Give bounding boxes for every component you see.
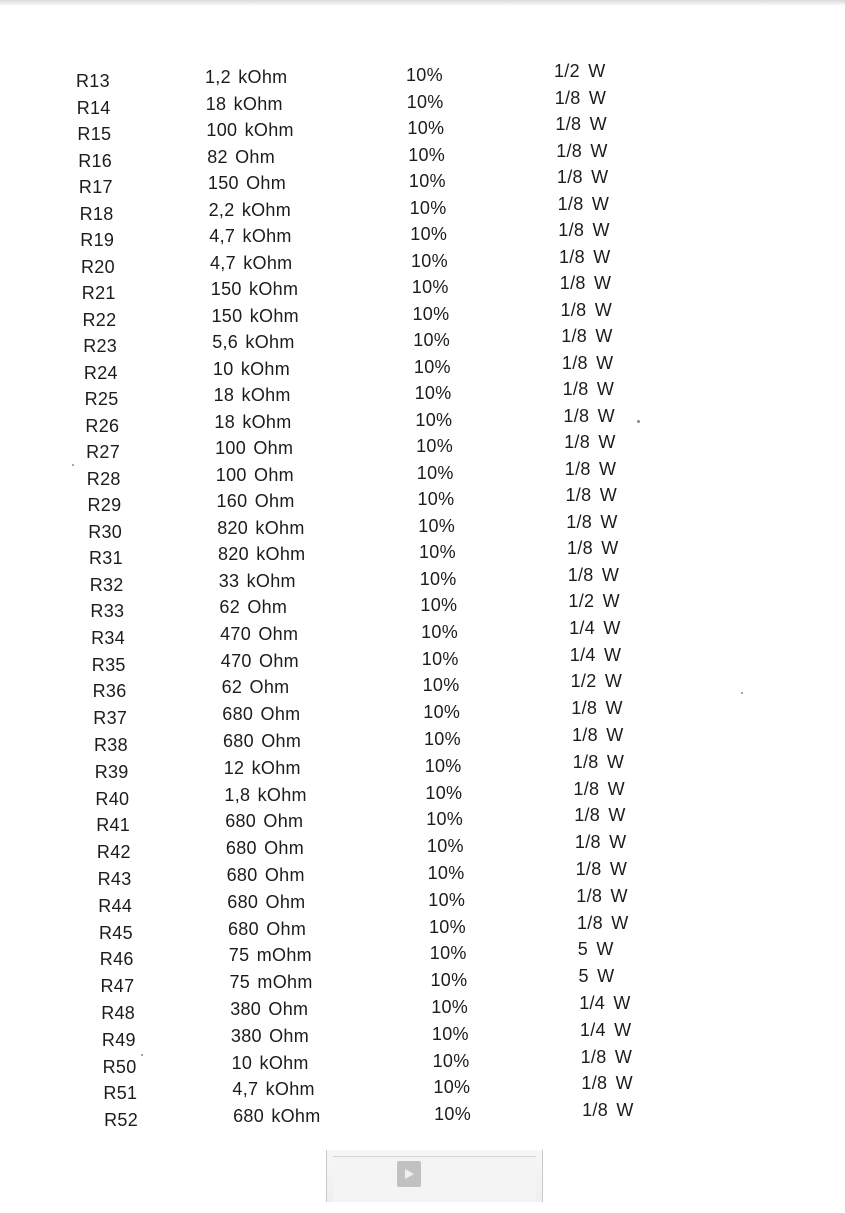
ref-cell: R29: [87, 495, 122, 515]
power-cell: 1/8 W: [563, 405, 615, 426]
ref-cell: R20: [81, 256, 115, 277]
table-row: [0, 778, 845, 809]
ref-cell: R48: [101, 1003, 136, 1023]
ref-cell: R46: [99, 949, 134, 970]
ref-cell: R22: [82, 309, 117, 330]
tolerance-cell: 10%: [414, 383, 452, 403]
power-cell: 1/8 W: [566, 511, 618, 532]
power-cell: 1/8 W: [564, 458, 617, 479]
power-cell: 1/8 W: [554, 87, 607, 108]
power-cell: 1/8 W: [559, 273, 612, 293]
ref-cell: R47: [100, 976, 135, 997]
value-cell: 62 Ohm: [219, 597, 288, 617]
value-cell: 18 kOhm: [214, 411, 292, 432]
ref-cell: R24: [83, 362, 118, 383]
power-cell: 1/8 W: [556, 140, 608, 161]
ref-cell: R42: [96, 842, 131, 863]
power-cell: 5 W: [577, 939, 614, 960]
table-row: [0, 617, 845, 648]
tolerance-cell: 10%: [433, 1077, 471, 1098]
value-cell: 100 Ohm: [215, 438, 294, 458]
ref-cell: R25: [84, 389, 119, 409]
power-cell: 1/8 W: [573, 778, 625, 799]
ref-cell: R37: [93, 708, 128, 729]
tolerance-cell: 10%: [421, 621, 459, 642]
value-cell: 150 kOhm: [210, 279, 299, 299]
power-cell: 1/8 W: [574, 832, 627, 853]
ref-cell: R52: [104, 1110, 139, 1131]
ref-cell: R43: [97, 869, 132, 889]
table-row: [0, 1019, 845, 1050]
ref-cell: R27: [86, 442, 121, 462]
ref-cell: R31: [89, 548, 123, 568]
value-cell: 470 Ohm: [220, 623, 299, 644]
value-cell: 82 Ohm: [207, 146, 276, 167]
value-cell: 18 kOhm: [213, 385, 291, 405]
tolerance-cell: 10%: [419, 568, 457, 589]
power-cell: 1/8 W: [582, 1100, 634, 1121]
table-row: [0, 859, 845, 889]
power-cell: 1/8 W: [564, 432, 616, 452]
power-cell: 1/8 W: [580, 1046, 633, 1067]
table-row: [0, 1100, 845, 1131]
value-cell: 100 Ohm: [215, 464, 294, 485]
ref-cell: R17: [78, 177, 113, 197]
value-cell: 5,6 kOhm: [212, 332, 295, 352]
ref-cell: R41: [96, 815, 131, 836]
film-icon: [397, 1161, 421, 1187]
power-cell: 1/8 W: [565, 485, 618, 505]
power-cell: 1/8 W: [561, 326, 613, 346]
ref-cell: R44: [98, 895, 133, 916]
table-row: [0, 671, 845, 702]
tolerance-cell: 10%: [424, 755, 462, 776]
power-cell: 1/8 W: [576, 885, 628, 906]
tolerance-cell: 10%: [410, 224, 448, 244]
footer-tab-inner: [333, 1156, 536, 1202]
tolerance-cell: 10%: [408, 144, 446, 165]
table-row: [0, 751, 845, 782]
table-row: [0, 87, 845, 118]
tolerance-cell: 10%: [422, 675, 460, 696]
ref-cell: R35: [91, 654, 126, 675]
tolerance-cell: 10%: [419, 542, 456, 562]
power-cell: 1/4 W: [579, 1019, 632, 1040]
table-row: [0, 326, 845, 356]
table-row: [0, 644, 845, 675]
tolerance-cell: 10%: [406, 65, 443, 85]
tolerance-cell: 10%: [424, 729, 461, 749]
scan-speck: [741, 692, 743, 694]
value-cell: 820 kOhm: [217, 517, 305, 538]
tolerance-cell: 10%: [431, 1023, 469, 1044]
table-row: [0, 885, 845, 916]
table-row: [0, 725, 845, 755]
table-row: [0, 564, 845, 595]
tolerance-cell: 10%: [420, 595, 458, 615]
tolerance-cell: 10%: [409, 197, 447, 218]
value-cell: 680 Ohm: [222, 704, 301, 725]
value-cell: 160 Ohm: [216, 491, 295, 511]
ref-cell: R18: [79, 203, 114, 224]
ref-cell: R39: [94, 761, 129, 782]
tolerance-cell: 10%: [412, 303, 450, 324]
power-cell: 1/8 W: [558, 220, 610, 240]
value-cell: 1,2 kOhm: [205, 67, 288, 87]
tolerance-cell: 10%: [427, 863, 465, 883]
tolerance-cell: 10%: [415, 409, 453, 430]
power-cell: 1/8 W: [561, 352, 614, 373]
value-cell: 680 Ohm: [227, 891, 306, 912]
power-cell: 1/4 W: [569, 617, 621, 638]
tolerance-cell: 10%: [434, 1104, 472, 1125]
table-row: [0, 1073, 845, 1104]
scan-speck: [141, 1054, 143, 1056]
tolerance-cell: 10%: [411, 250, 448, 271]
tolerance-cell: 10%: [418, 515, 456, 536]
value-cell: 75 mOhm: [229, 972, 313, 993]
table-row: [0, 591, 845, 621]
tolerance-cell: 10%: [426, 836, 464, 857]
value-cell: 10 kOhm: [212, 358, 291, 379]
table-row: [0, 538, 845, 568]
ref-cell: R34: [91, 627, 126, 648]
tolerance-cell: 10%: [407, 118, 445, 138]
power-cell: 1/4 W: [569, 644, 622, 665]
value-cell: 2,2 kOhm: [208, 199, 292, 220]
power-cell: 1/8 W: [559, 246, 611, 267]
value-cell: 33 kOhm: [218, 570, 296, 591]
ref-cell: R32: [89, 574, 124, 595]
power-cell: 1/8 W: [574, 805, 626, 826]
value-cell: 18 kOhm: [205, 93, 283, 114]
power-cell: 1/2 W: [570, 671, 623, 692]
tolerance-cell: 10%: [429, 943, 467, 964]
tolerance-cell: 10%: [429, 916, 466, 937]
value-cell: 680 Ohm: [226, 865, 305, 885]
ref-cell: R23: [83, 336, 118, 356]
ref-cell: R14: [76, 97, 111, 118]
tolerance-cell: 10%: [413, 356, 451, 377]
tolerance-cell: 10%: [423, 702, 461, 723]
footer-tab: [326, 1150, 543, 1202]
tolerance-cell: 10%: [411, 277, 449, 297]
table-row: [0, 405, 845, 436]
table-row: [0, 458, 845, 489]
value-cell: 680 Ohm: [223, 731, 302, 751]
scan-speck: [637, 420, 640, 423]
table-row: [0, 993, 845, 1023]
table-row: [0, 167, 845, 197]
power-cell: 1/8 W: [581, 1073, 633, 1094]
tolerance-cell: 10%: [425, 782, 463, 803]
value-cell: 100 kOhm: [206, 120, 294, 140]
tolerance-cell: 10%: [426, 809, 464, 830]
tolerance-cell: 10%: [408, 171, 446, 191]
power-cell: 1/8 W: [562, 379, 615, 399]
ref-cell: R16: [78, 150, 113, 171]
table-row: [0, 220, 845, 250]
value-cell: 680 Ohm: [225, 811, 304, 832]
ref-cell: R49: [101, 1029, 136, 1050]
ref-cell: R13: [76, 71, 110, 91]
tolerance-cell: 10%: [432, 1050, 470, 1071]
value-cell: 820 kOhm: [218, 544, 306, 564]
value-cell: 680 Ohm: [225, 838, 305, 859]
table-row: [0, 246, 845, 277]
value-cell: 380 Ohm: [230, 999, 309, 1019]
power-cell: 1/2 W: [568, 591, 620, 611]
ref-cell: R19: [80, 230, 115, 250]
power-cell: 1/4 W: [579, 993, 631, 1013]
value-cell: 10 kOhm: [231, 1052, 309, 1073]
power-cell: 1/8 W: [577, 912, 629, 933]
value-cell: 470 Ohm: [220, 650, 299, 671]
table-row: [0, 912, 845, 943]
ref-cell: R50: [102, 1056, 137, 1077]
value-cell: 680 Ohm: [228, 918, 307, 939]
ref-cell: R15: [77, 124, 112, 144]
ref-cell: R28: [86, 468, 121, 489]
tolerance-cell: 10%: [428, 889, 466, 910]
table-row: [0, 193, 845, 224]
power-cell: 1/8 W: [557, 193, 610, 214]
tolerance-cell: 10%: [406, 91, 444, 112]
power-cell: 1/8 W: [555, 114, 607, 134]
ref-cell: R30: [88, 521, 123, 542]
ref-cell: R51: [103, 1083, 138, 1104]
value-cell: 150 kOhm: [211, 305, 299, 326]
table-row: [0, 61, 845, 91]
value-cell: 75 mOhm: [228, 945, 312, 966]
power-cell: 1/8 W: [556, 167, 609, 187]
value-cell: 62 Ohm: [221, 677, 290, 698]
ref-cell: R21: [81, 283, 116, 303]
table-row: [0, 511, 845, 542]
table-row: [0, 432, 845, 462]
power-cell: 1/8 W: [567, 564, 620, 585]
value-cell: 1,8 kOhm: [224, 784, 307, 805]
table-row: [0, 273, 845, 303]
scan-speck: [72, 464, 74, 466]
value-cell: 380 Ohm: [230, 1025, 310, 1046]
table-row: [0, 832, 845, 863]
table-row: [0, 805, 845, 836]
value-cell: 4,7 kOhm: [209, 226, 292, 246]
table-row: [0, 352, 845, 383]
tolerance-cell: 10%: [416, 436, 454, 456]
power-cell: 5 W: [578, 966, 615, 987]
value-cell: 4,7 kOhm: [232, 1079, 315, 1100]
power-cell: 1/8 W: [571, 698, 623, 719]
ref-cell: R33: [90, 601, 125, 621]
ref-cell: R38: [94, 735, 128, 755]
power-cell: 1/8 W: [572, 751, 625, 772]
table-row: [0, 698, 845, 729]
table-row: [0, 1046, 845, 1077]
tolerance-cell: 10%: [421, 648, 459, 669]
table-row: [0, 485, 845, 515]
value-cell: 12 kOhm: [223, 757, 301, 778]
tolerance-cell: 10%: [416, 462, 454, 483]
ref-cell: R45: [99, 922, 133, 943]
table-row: [0, 140, 845, 171]
power-cell: 1/8 W: [572, 725, 624, 745]
power-cell: 1/2 W: [554, 61, 606, 81]
ref-cell: R40: [95, 788, 130, 809]
power-cell: 1/8 W: [560, 299, 613, 320]
power-cell: 1/8 W: [575, 859, 628, 879]
ref-cell: R36: [92, 681, 127, 702]
power-cell: 1/8 W: [567, 538, 619, 558]
table-row: [0, 966, 845, 997]
table-row: [0, 114, 845, 144]
tolerance-cell: 10%: [430, 970, 468, 991]
value-cell: 150 Ohm: [207, 173, 287, 193]
table-row: [0, 299, 845, 330]
tolerance-cell: 10%: [417, 489, 455, 509]
tolerance-cell: 10%: [413, 330, 451, 350]
value-cell: 4,7 kOhm: [210, 252, 293, 273]
value-cell: 680 kOhm: [233, 1106, 321, 1127]
table-row: [0, 939, 845, 970]
table-row: [0, 379, 845, 409]
tolerance-cell: 10%: [431, 997, 469, 1017]
ref-cell: R26: [85, 415, 120, 436]
